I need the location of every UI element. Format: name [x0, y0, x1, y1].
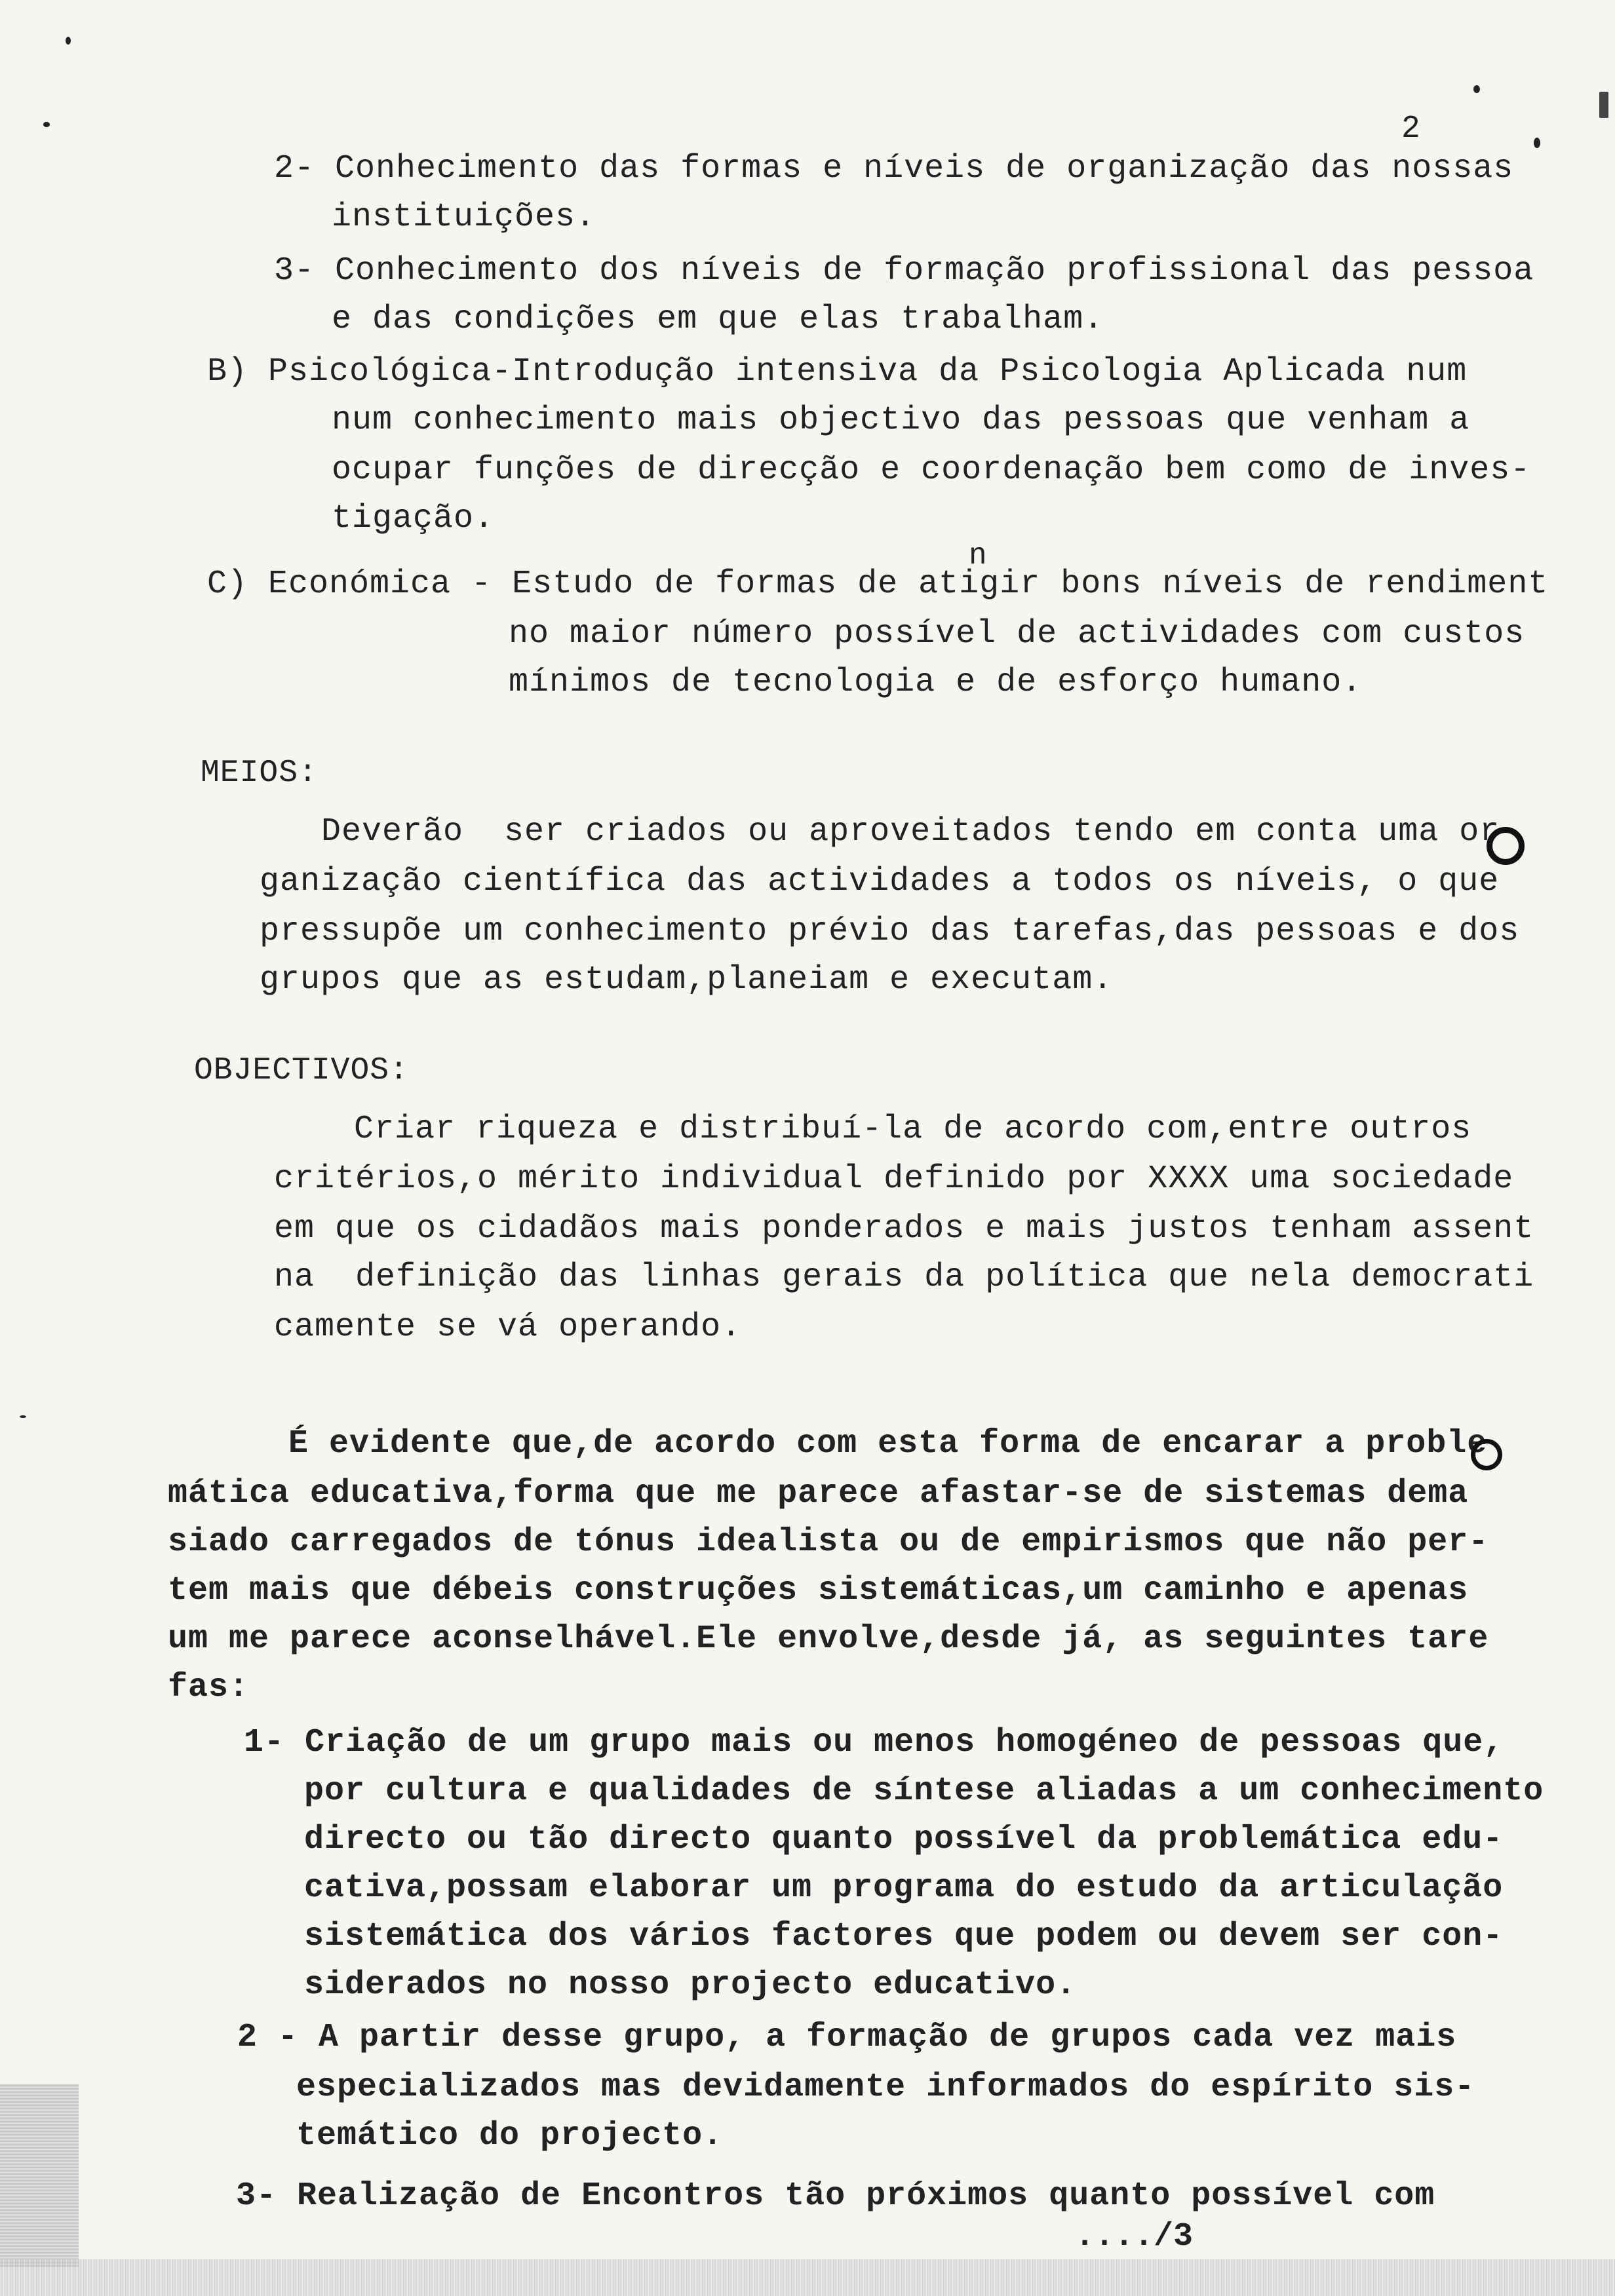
objectivos-line3: em que os cidadãos mais ponderados e mais justos tenham assent: [274, 1210, 1534, 1248]
task2-line2: especializados mas devidamente informados do espírito sis-: [296, 2069, 1475, 2106]
meios-line1: Deverão ser criados ou aproveitados tendo em conta uma or: [321, 813, 1500, 851]
scan-speck: [1534, 138, 1540, 148]
item2-line2: instituições.: [332, 199, 596, 236]
scan-noise-bottom: [0, 2259, 1615, 2296]
meios-line4: grupos que as estudam,planeiam e executam.: [260, 961, 1114, 999]
section-c-line2: no maior número possível de actividades com custos: [509, 615, 1525, 653]
scan-noise-left: [0, 2084, 79, 2267]
section-b-line2: num conhecimento mais objectivo das pessoas que venham a: [332, 402, 1470, 439]
meios-heading: MEIOS:: [201, 756, 318, 791]
objectivos-line2: critérios,o mérito individual definido por XXXX uma sociedade: [274, 1160, 1514, 1198]
objectivos-heading: OBJECTIVOS:: [194, 1053, 409, 1088]
scan-speck: [66, 37, 71, 45]
scan-speck: [1473, 85, 1480, 93]
task1-line3: directo ou tão directo quanto possível da problemática edu-: [304, 1821, 1504, 1858]
paragraph-line6: fas:: [168, 1669, 250, 1706]
objectivos-line5: camente se vá operando.: [274, 1309, 742, 1346]
page-number: 2: [1401, 111, 1420, 147]
section-b-line1: B) Psicológica-Introdução intensiva da Psicologia Aplicada num: [207, 353, 1468, 391]
scan-speck: [43, 122, 50, 127]
scan-speck: [20, 1415, 26, 1418]
item3-line2: e das condições em que elas trabalham.: [332, 301, 1104, 338]
meios-line3: pressupõe um conhecimento prévio das tarefas,das pessoas e dos: [260, 913, 1520, 950]
continuation-marker: ..../3: [1075, 2218, 1194, 2255]
section-b-line4: tigação.: [332, 500, 495, 537]
section-c-line1: C) Económica - Estudo de formas de atigir bons níveis de rendiment: [207, 565, 1549, 603]
scan-edge-mark: [1599, 92, 1608, 118]
task3-line1: 3- Realização de Encontros tão próximos quanto possível com: [236, 2177, 1435, 2215]
objectivos-line4: na definição das linhas gerais da política que nela democrati: [274, 1259, 1534, 1296]
paragraph-line2: mática educativa,forma que me parece afastar-se de sistemas dema: [168, 1475, 1469, 1512]
item2-line1: 2- Conhecimento das formas e níveis de organização das nossas: [274, 150, 1514, 187]
section-c-line3: mínimos de tecnologia e de esforço humano.: [509, 664, 1363, 701]
task1-line1: 1- Criação de um grupo mais ou menos homogéneo de pessoas que,: [244, 1724, 1504, 1761]
task2-line1: 2 - A partir desse grupo, a formação de grupos cada vez mais: [237, 2019, 1457, 2056]
scan-mark-circle: [1487, 827, 1525, 865]
objectivos-line1: Criar riqueza e distribuí-la de acordo com,entre outros: [354, 1111, 1472, 1148]
paragraph-line3: siado carregados de tónus idealista ou de empirismos que não per-: [168, 1523, 1489, 1561]
paragraph-line5: um me parece aconselhável.Ele envolve,desde já, as seguintes tare: [168, 1620, 1489, 1658]
item3-line1: 3- Conhecimento dos níveis de formação profissional das pessoa: [274, 252, 1534, 290]
task1-line5: sistemática dos vários factores que podem ou devem ser con-: [304, 1918, 1504, 1955]
task1-line2: por cultura e qualidades de síntese aliadas a um conhecimento: [304, 1772, 1544, 1810]
section-b-line3: ocupar funções de direcção e coordenação bem como de inves-: [332, 451, 1531, 489]
scan-mark-circle-2: [1471, 1439, 1502, 1470]
paragraph-line1: É evidente que,de acordo com esta forma de encarar a proble: [288, 1425, 1488, 1463]
task1-line4: cativa,possam elaborar um programa do estudo da articulação: [304, 1869, 1504, 1907]
task2-line3: temático do projecto.: [296, 2117, 724, 2154]
paragraph-line4: tem mais que débeis construções sistemáticas,um caminho e apenas: [168, 1572, 1469, 1609]
section-c-insert: n: [969, 539, 988, 573]
meios-line2: ganização científica das actividades a todos os níveis, o que: [260, 863, 1500, 900]
task1-line6: siderados no nosso projecto educativo.: [304, 1966, 1077, 2004]
